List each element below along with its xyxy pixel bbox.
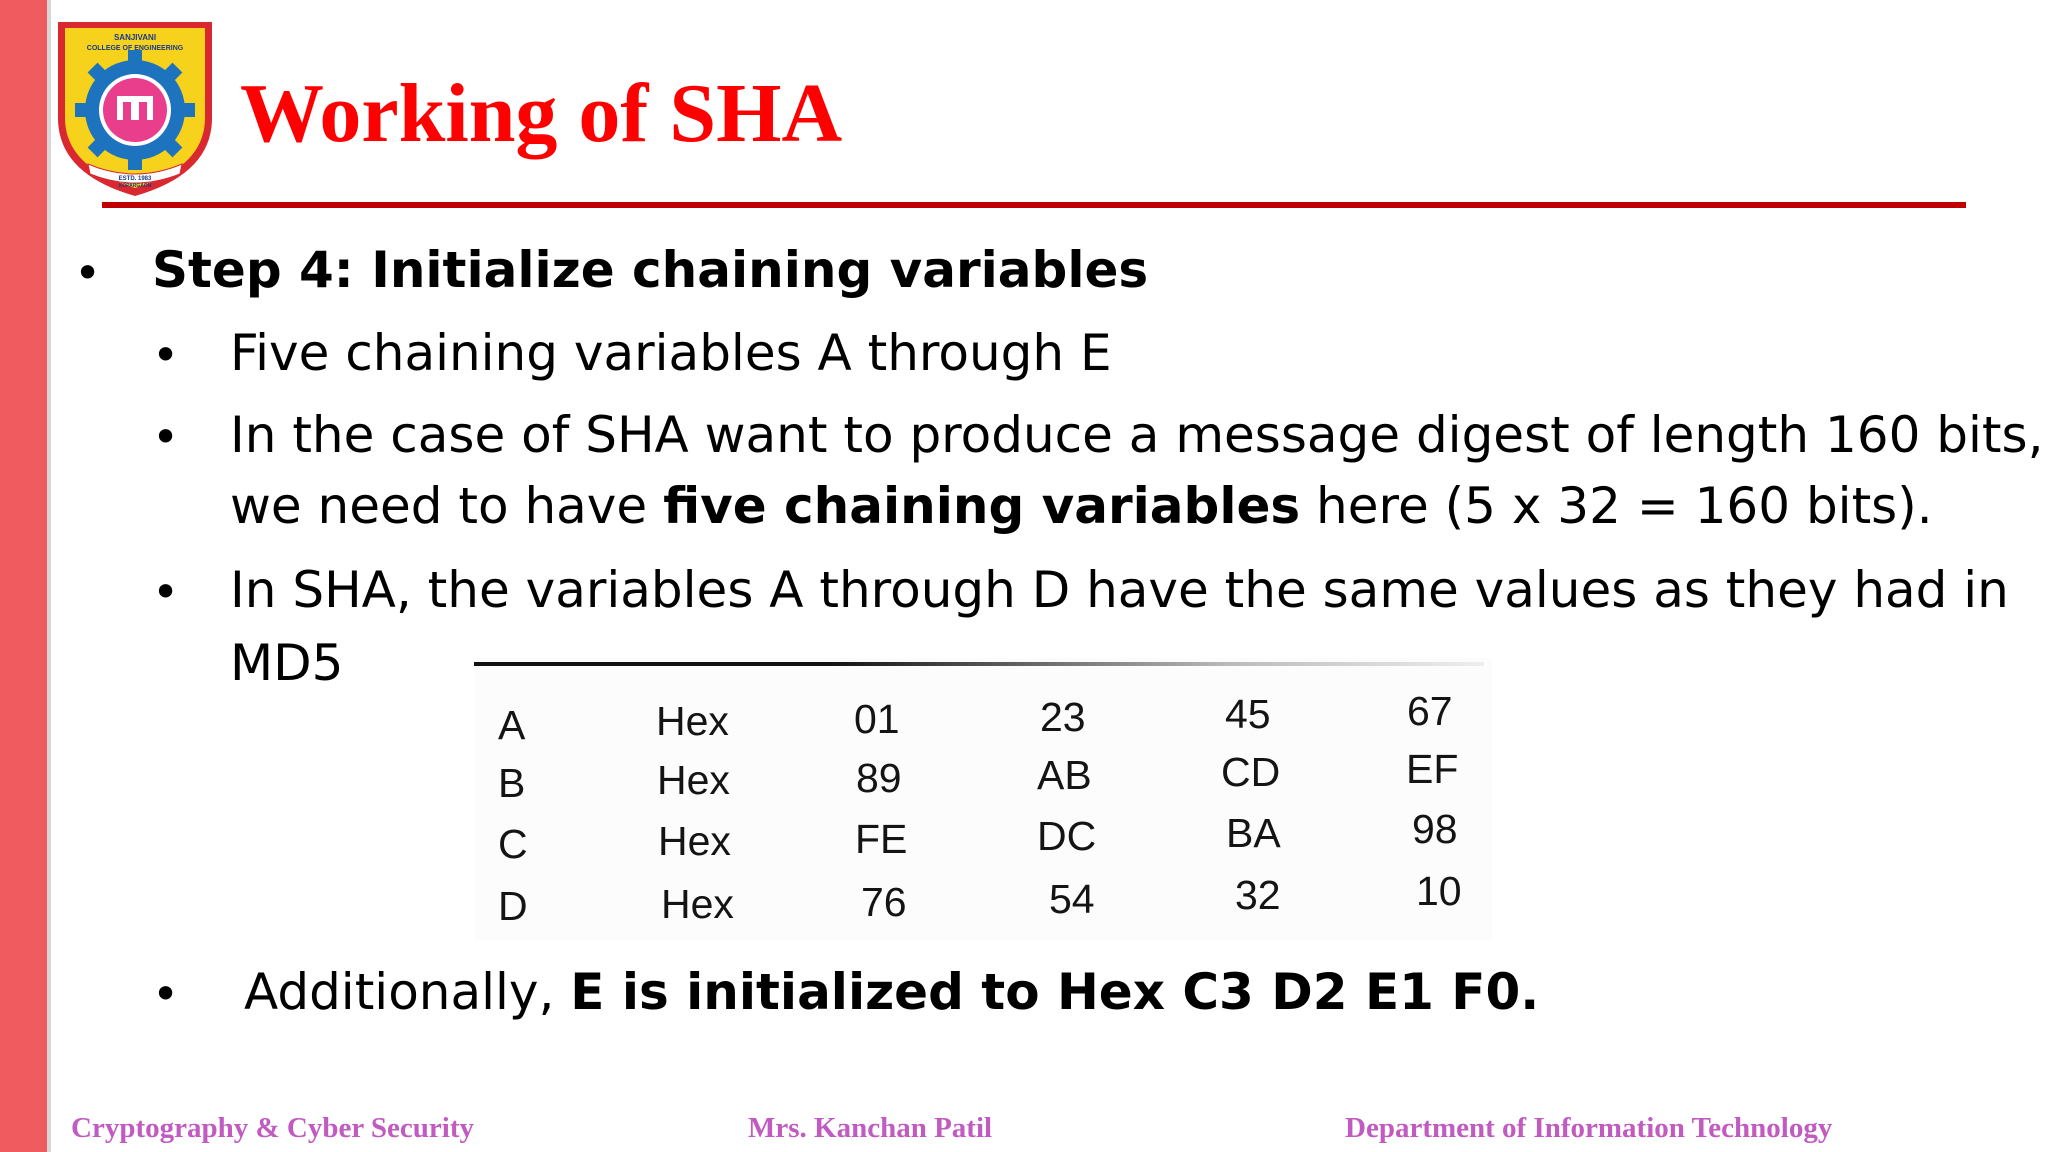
bullet-five-variables: Five chaining variables A through E <box>230 324 1112 382</box>
logo-estd: ESTD. 1983 <box>118 176 152 182</box>
bullet-dot: • <box>152 565 180 619</box>
hex-var-d: D <box>498 883 528 929</box>
footer-course: Cryptography & Cyber Security <box>71 1112 475 1144</box>
slide-title: Working of SHA <box>240 67 843 160</box>
hex-label: Hex <box>657 757 730 803</box>
hex-byte: 54 <box>1049 876 1095 922</box>
hex-label: Hex <box>661 881 734 927</box>
bullet-dot: • <box>74 246 102 300</box>
hex-byte: 01 <box>854 696 900 742</box>
hex-var-b: B <box>498 760 526 806</box>
hex-byte: 67 <box>1407 688 1453 734</box>
bullet-dot: • <box>152 410 180 464</box>
hex-var-a: A <box>498 702 526 748</box>
hex-label: Hex <box>658 818 731 864</box>
hex-label: Hex <box>656 698 729 744</box>
logo-place: KOPARGAON <box>118 183 152 189</box>
left-accent-shadow <box>47 0 51 1152</box>
hex-table-scan <box>474 658 1492 940</box>
hex-byte: AB <box>1037 752 1092 798</box>
hex-byte: EF <box>1406 746 1459 792</box>
title-underline <box>102 202 1966 208</box>
bullet-md5-line2: MD5 <box>230 634 344 692</box>
five-chaining-variables-bold: five chaining variables <box>663 477 1301 535</box>
bullet-dot: • <box>152 328 180 382</box>
bullet-e-initialized: Additionally, E is initialized to Hex C3 D2 E1 F0. <box>244 963 1540 1021</box>
hex-byte: 45 <box>1225 691 1271 737</box>
logo-text-sub: COLLEGE OF ENGINEERING <box>86 45 184 52</box>
hex-byte: CD <box>1221 749 1281 795</box>
hex-byte: 32 <box>1235 872 1281 918</box>
bullet-md5-line1: In SHA, the variables A through D have the same values as they had in <box>230 561 2009 619</box>
footer-instructor: Mrs. Kanchan Patil <box>748 1112 993 1144</box>
hex-byte: FE <box>855 816 908 862</box>
step-heading: Step 4: Initialize chaining variables <box>152 241 1149 299</box>
hex-byte: 76 <box>861 879 907 925</box>
hex-table-top-rule <box>474 662 1484 666</box>
logo-text-top: SANJIVANI <box>113 33 157 42</box>
bullet-dot: • <box>152 967 180 1021</box>
college-logo <box>52 14 218 200</box>
footer-department: Department of Information Technology <box>1345 1112 1833 1144</box>
hex-byte: BA <box>1226 810 1281 856</box>
hex-byte: DC <box>1037 813 1097 859</box>
hex-byte: 89 <box>856 755 902 801</box>
hex-byte: 10 <box>1416 868 1462 914</box>
bullet-digest-line1: In the case of SHA want to produce a message digest of length 160 bits, <box>230 406 2044 464</box>
hex-byte: 98 <box>1412 806 1458 852</box>
hex-byte: 23 <box>1040 694 1086 740</box>
e-value-bold: E is initialized to Hex C3 D2 E1 F0. <box>570 963 1540 1021</box>
bullet-digest-line2: we need to have five chaining variables here (5 x 32 = 160 bits). <box>230 477 1933 535</box>
left-accent-bar <box>0 0 47 1152</box>
hex-var-c: C <box>498 821 528 867</box>
